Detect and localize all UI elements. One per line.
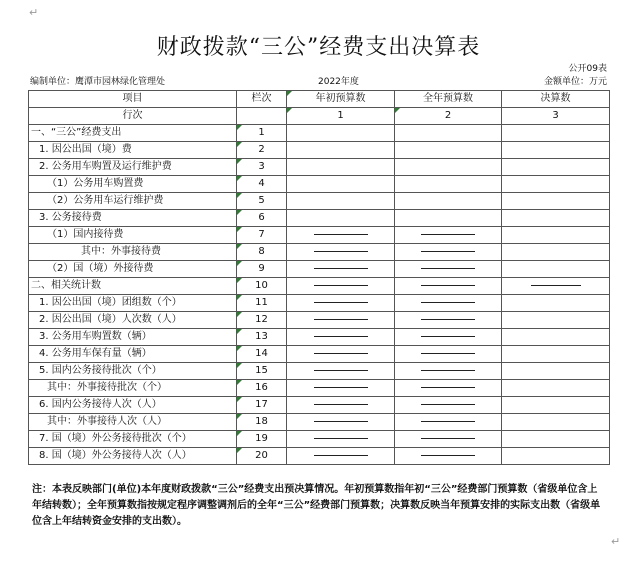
value-cell — [287, 210, 395, 227]
value-cell — [395, 278, 502, 295]
value-cell — [502, 142, 610, 159]
compiling-unit: 编制单位：鹰潭市园林绿化管理处 — [30, 77, 166, 87]
value-cell — [502, 244, 610, 261]
row-column-no: 19 — [237, 431, 287, 448]
not-applicable-dash — [531, 285, 581, 286]
row-column-no: 4 — [237, 176, 287, 193]
row-column-no: 7 — [237, 227, 287, 244]
table-row — [29, 380, 610, 397]
value-cell — [502, 397, 610, 414]
value-cell — [287, 159, 395, 176]
not-applicable-dash — [421, 353, 475, 354]
value-cell — [287, 295, 395, 312]
header-row — [29, 91, 610, 108]
amount-unit: 金额单位：万元 — [543, 77, 607, 87]
value-cell — [502, 125, 610, 142]
column-index-empty — [237, 108, 287, 125]
row-label: 2. 公务用车购置及运行维护费 — [29, 159, 237, 176]
table-body — [29, 91, 610, 465]
row-column-no: 17 — [237, 397, 287, 414]
row-label: （2）国（境）外接待费 — [29, 261, 237, 278]
not-applicable-dash — [314, 285, 368, 286]
table-row — [29, 278, 610, 295]
document-page — [28, 30, 609, 548]
not-applicable-dash — [421, 336, 475, 337]
column-index-1: 1 — [287, 108, 395, 125]
value-cell — [395, 380, 502, 397]
not-applicable-dash — [314, 387, 368, 388]
table-row — [29, 159, 610, 176]
not-applicable-dash — [314, 404, 368, 405]
paragraph-mark-bottom: ↵ — [611, 535, 621, 548]
column-index-3: 3 — [502, 108, 610, 125]
table-row — [29, 312, 610, 329]
row-label: 4. 公务用车保有量（辆） — [29, 346, 237, 363]
value-cell — [395, 431, 502, 448]
value-cell — [502, 261, 610, 278]
table-row — [29, 414, 610, 431]
value-cell — [395, 397, 502, 414]
table-row — [29, 125, 610, 142]
row-label: 其中：外事接待批次（个） — [29, 380, 237, 397]
value-cell — [395, 329, 502, 346]
table-row — [29, 295, 610, 312]
row-label: 3. 公务用车购置数（辆） — [29, 329, 237, 346]
column-index-label: 行次 — [29, 108, 237, 125]
value-cell — [395, 227, 502, 244]
header-column-no: 栏次 — [237, 91, 287, 108]
value-cell — [502, 448, 610, 465]
row-label: 2. 因公出国（境）人次数（人） — [29, 312, 237, 329]
value-cell — [287, 125, 395, 142]
expenditure-table — [28, 90, 610, 465]
value-cell — [287, 431, 395, 448]
not-applicable-dash — [421, 404, 475, 405]
not-applicable-dash — [421, 438, 475, 439]
row-label: 1. 因公出国（境）团组数（个） — [29, 295, 237, 312]
table-row — [29, 363, 610, 380]
value-cell — [395, 125, 502, 142]
not-applicable-dash — [421, 251, 475, 252]
value-cell — [395, 295, 502, 312]
table-row — [29, 244, 610, 261]
row-label: 其中：外事接待人次（人） — [29, 414, 237, 431]
row-column-no: 1 — [237, 125, 287, 142]
value-cell — [502, 414, 610, 431]
not-applicable-dash — [421, 302, 475, 303]
value-cell — [395, 363, 502, 380]
row-column-no: 20 — [237, 448, 287, 465]
value-cell — [287, 414, 395, 431]
row-label: （1）国内接待费 — [29, 227, 237, 244]
row-column-no: 10 — [237, 278, 287, 295]
value-cell — [287, 312, 395, 329]
row-label: 一、“三公”经费支出 — [29, 125, 237, 142]
value-cell — [395, 193, 502, 210]
paragraph-mark-top: ↵ — [29, 6, 39, 19]
value-cell — [287, 329, 395, 346]
document-title: 财政拨款“三公”经费支出决算表 — [156, 35, 481, 60]
table-row — [29, 329, 610, 346]
row-column-no: 8 — [237, 244, 287, 261]
table-row — [29, 176, 610, 193]
value-cell — [502, 346, 610, 363]
value-cell — [395, 142, 502, 159]
not-applicable-dash — [314, 421, 368, 422]
value-cell — [395, 261, 502, 278]
not-applicable-dash — [314, 438, 368, 439]
value-cell — [287, 448, 395, 465]
not-applicable-dash — [314, 455, 368, 456]
value-cell — [395, 312, 502, 329]
value-cell — [502, 176, 610, 193]
not-applicable-dash — [314, 370, 368, 371]
not-applicable-dash — [421, 370, 475, 371]
fiscal-year: 2022年度 — [318, 77, 359, 87]
row-label: 二、相关统计数 — [29, 278, 237, 295]
table-row — [29, 346, 610, 363]
value-cell — [502, 193, 610, 210]
header-item: 项目 — [29, 91, 237, 108]
value-cell — [287, 278, 395, 295]
row-column-no: 16 — [237, 380, 287, 397]
header-annual-budget: 全年预算数 — [395, 91, 502, 108]
not-applicable-dash — [421, 285, 475, 286]
value-cell — [502, 431, 610, 448]
row-column-no: 9 — [237, 261, 287, 278]
table-row — [29, 431, 610, 448]
row-column-no: 14 — [237, 346, 287, 363]
value-cell — [395, 159, 502, 176]
row-label: 6. 国内公务接待人次（人） — [29, 397, 237, 414]
row-column-no: 6 — [237, 210, 287, 227]
not-applicable-dash — [314, 268, 368, 269]
row-column-no: 5 — [237, 193, 287, 210]
table-row — [29, 193, 610, 210]
value-cell — [287, 363, 395, 380]
row-label: 1. 因公出国（境）费 — [29, 142, 237, 159]
not-applicable-dash — [421, 387, 475, 388]
table-footnote: 注：本表反映部门(单位)本年度财政拨款“三公”经费支出预决算情况。年初预算数指年初“三公”经费部门预算数（省级单位含上年结转数）；全年预算数指按规定程序调整调剂后的全年“三公”经费部门预算数；决算数反映当年预算安排的实际支出数（省级单位含上年结转资金安排的支出数）。 — [32, 484, 601, 527]
value-cell — [395, 346, 502, 363]
not-applicable-dash — [314, 251, 368, 252]
not-applicable-dash — [314, 353, 368, 354]
value-cell — [287, 397, 395, 414]
value-cell — [502, 159, 610, 176]
not-applicable-dash — [421, 234, 475, 235]
value-cell — [287, 193, 395, 210]
row-label: 其中：外事接待费 — [29, 244, 237, 261]
value-cell — [287, 176, 395, 193]
form-number: 公开09表 — [568, 64, 607, 74]
value-cell — [502, 278, 610, 295]
value-cell — [395, 210, 502, 227]
value-cell — [502, 363, 610, 380]
row-column-no: 11 — [237, 295, 287, 312]
row-label: 5. 国内公务接待批次（个） — [29, 363, 237, 380]
row-column-no: 18 — [237, 414, 287, 431]
row-label: （2）公务用车运行维护费 — [29, 193, 237, 210]
value-cell — [287, 380, 395, 397]
row-column-no: 15 — [237, 363, 287, 380]
value-cell — [395, 244, 502, 261]
value-cell — [502, 295, 610, 312]
value-cell — [395, 414, 502, 431]
value-cell — [287, 346, 395, 363]
not-applicable-dash — [314, 319, 368, 320]
not-applicable-dash — [421, 421, 475, 422]
row-label: 8. 国（境）外公务接待人次（人） — [29, 448, 237, 465]
value-cell — [502, 210, 610, 227]
table-row — [29, 261, 610, 278]
not-applicable-dash — [314, 302, 368, 303]
column-index-2: 2 — [395, 108, 502, 125]
header-final-accounts: 决算数 — [502, 91, 610, 108]
row-label: （1）公务用车购置费 — [29, 176, 237, 193]
not-applicable-dash — [421, 319, 475, 320]
not-applicable-dash — [314, 234, 368, 235]
not-applicable-dash — [314, 336, 368, 337]
row-label: 7. 国（境）外公务接待批次（个） — [29, 431, 237, 448]
row-column-no: 12 — [237, 312, 287, 329]
value-cell — [502, 227, 610, 244]
header-initial-budget: 年初预算数 — [287, 91, 395, 108]
value-cell — [502, 312, 610, 329]
not-applicable-dash — [421, 455, 475, 456]
value-cell — [502, 329, 610, 346]
table-row — [29, 142, 610, 159]
table-row — [29, 227, 610, 244]
value-cell — [502, 380, 610, 397]
value-cell — [287, 261, 395, 278]
row-column-no: 3 — [237, 159, 287, 176]
table-row — [29, 397, 610, 414]
value-cell — [395, 176, 502, 193]
table-row — [29, 210, 610, 227]
value-cell — [395, 448, 502, 465]
table-row — [29, 448, 610, 465]
not-applicable-dash — [421, 268, 475, 269]
value-cell — [287, 244, 395, 261]
column-index-row — [29, 108, 610, 125]
value-cell — [287, 142, 395, 159]
value-cell — [287, 227, 395, 244]
row-column-no: 2 — [237, 142, 287, 159]
row-label: 3. 公务接待费 — [29, 210, 237, 227]
row-column-no: 13 — [237, 329, 287, 346]
